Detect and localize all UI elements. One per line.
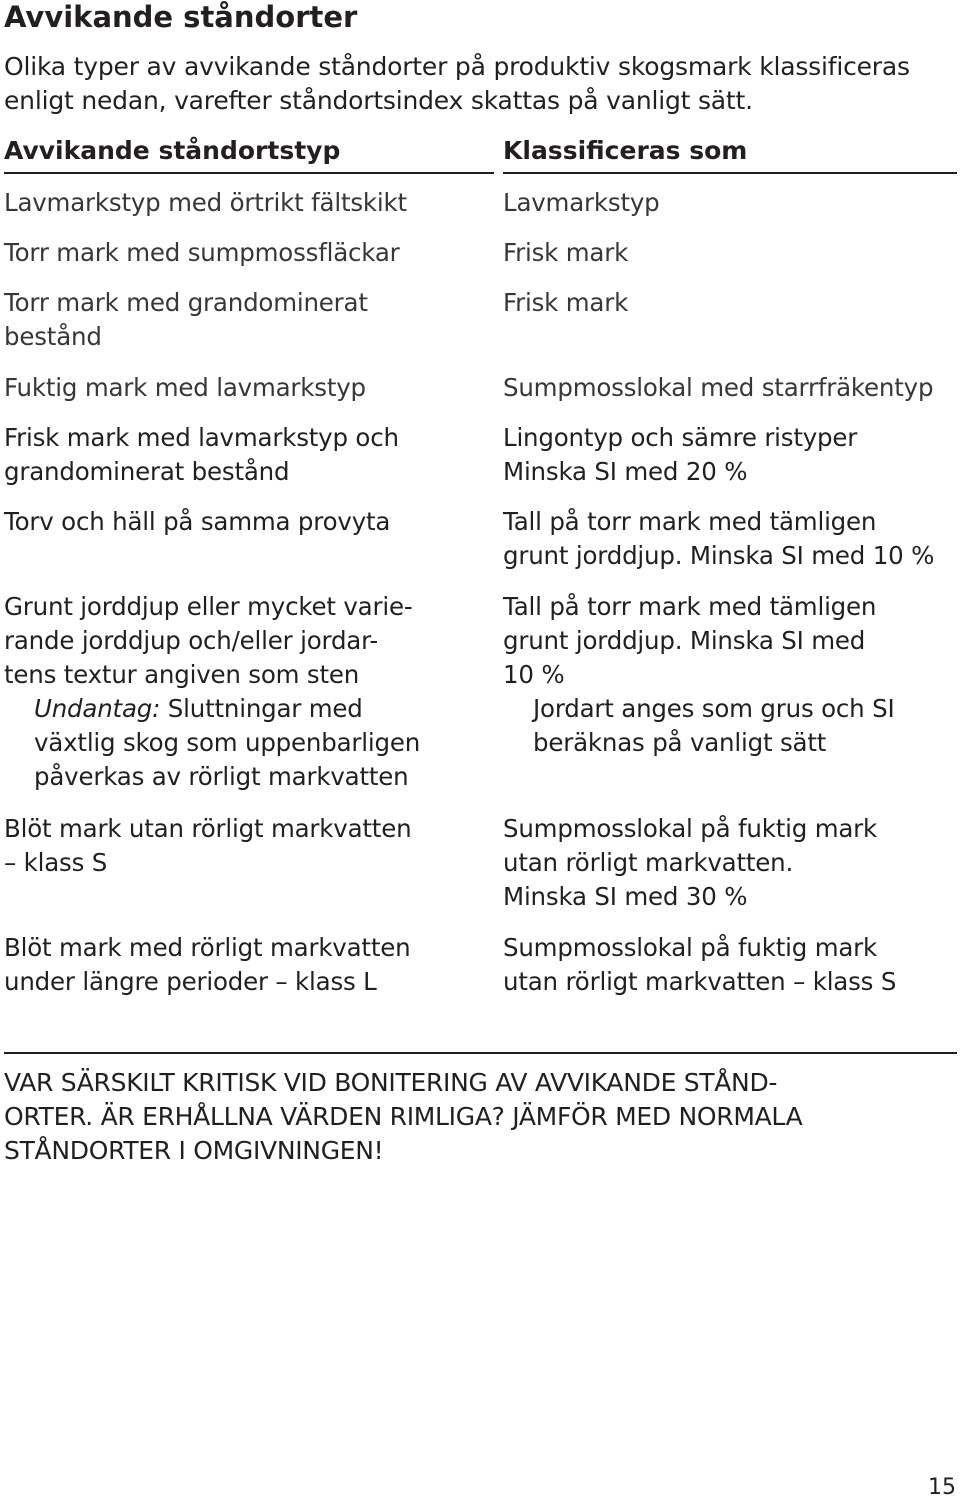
cell-line: Sumpmosslokal på fuktig mark [503,933,878,962]
header-rule-left [4,172,494,174]
cell-line: rande jorddjup och/eller jordar- [4,626,379,655]
exception-block [4,692,484,726]
table-row-right [503,931,958,999]
cell-line: Minska SI med 30 % [503,882,748,911]
cell-line: – klass S [4,848,108,877]
column-header-deviating-type: Avvikande ståndortstyp [4,136,341,165]
cell-line: påverkas av rörligt markvatten [34,762,409,791]
cell-line: Lavmarkstyp med örtrikt fältskikt [4,188,407,217]
exception-label: Undantag: [34,694,161,723]
cell-line: Frisk mark [503,288,629,317]
column-header-classified-as: Klassificeras som [503,136,748,165]
cell-line: grunt jorddjup. Minska SI med 10 % [503,541,935,570]
intro-paragraph: Olika typer av avvikande ståndorter på produktiv skogsmark klassificeras enligt nedan, varefter ståndortsindex skattas på vanligt sätt. [4,52,910,115]
warning-line: ORTER. ÄR ERHÅLLNA VÄRDEN RIMLIGA? JÄMFÖR MED NORMALA [4,1102,803,1131]
table-row-left [4,505,484,539]
table-row-left [4,590,484,794]
cell-line: Blöt mark med rörligt markvatten [4,933,411,962]
cell-line: Lingontyp och sämre ristyper [503,423,858,452]
table-row-left [4,812,484,880]
cell-line: beräknas på vanligt sätt [533,728,827,757]
cell-line: Blöt mark utan rörligt markvatten [4,814,412,843]
warning-note [4,1066,954,1168]
cell-line: Minska SI med 20 % [503,457,748,486]
cell-line: grandominerat bestånd [4,457,290,486]
table-row-right [503,186,958,220]
table-row-right [503,421,958,489]
cell-line: grunt jorddjup. Minska SI med [503,626,866,655]
table-row-right [503,812,958,914]
cell-line: under längre perioder – klass L [4,967,377,996]
table-row-right [503,286,958,320]
header-rule-right [503,172,957,174]
table-row-right [503,590,958,760]
cell-line: Jordart anges som grus och SI [533,694,895,723]
cell-line: Frisk mark med lavmarkstyp och [4,423,399,452]
cell-line: tens textur angiven som sten [4,660,360,689]
table-row-left [4,286,484,354]
cell-line: 10 % [503,660,565,689]
table-bottom-rule [4,1052,957,1054]
cell-line: Tall på torr mark med tämligen [503,592,877,621]
warning-line: VAR SÄRSKILT KRITISK VID BONITERING AV AVVIKANDE STÅND- [4,1068,778,1097]
warning-line: STÅNDORTER I OMGIVNINGEN! [4,1136,384,1165]
cell-line: Sumpmosslokal med starrfräkentyp [503,373,934,402]
cell-line: Torr mark med sumpmossfläckar [4,238,400,267]
table-row-left [4,931,484,999]
table-row-right [503,371,958,405]
table-row-left [4,236,484,270]
cell-line: bestånd [4,322,102,351]
cell-line: Tall på torr mark med tämligen [503,507,877,536]
cell-line: utan rörligt markvatten. [503,848,794,877]
page-number: 15 [928,1475,956,1500]
cell-line: utan rörligt markvatten – klass S [503,967,897,996]
table-row-right [503,236,958,270]
cell-line: Sluttningar med [167,694,363,723]
table-row-left [4,371,484,405]
cell-line: Grunt jorddjup eller mycket varie- [4,592,413,621]
cell-line: Fuktig mark med lavmarkstyp [4,373,366,402]
cell-line: Sumpmosslokal på fuktig mark [503,814,878,843]
cell-line: Frisk mark [503,238,629,267]
table-row-left [4,421,484,489]
cell-line: Torv och häll på samma provyta [4,507,391,536]
page-title: Avvikande ståndorter [4,0,358,34]
cell-line: Torr mark med grandominerat [4,288,368,317]
cell-line: Lavmarkstyp [503,188,660,217]
table-row-left [4,186,484,220]
table-row-right [503,505,958,573]
cell-line: växtlig skog som uppenbarligen [34,728,421,757]
